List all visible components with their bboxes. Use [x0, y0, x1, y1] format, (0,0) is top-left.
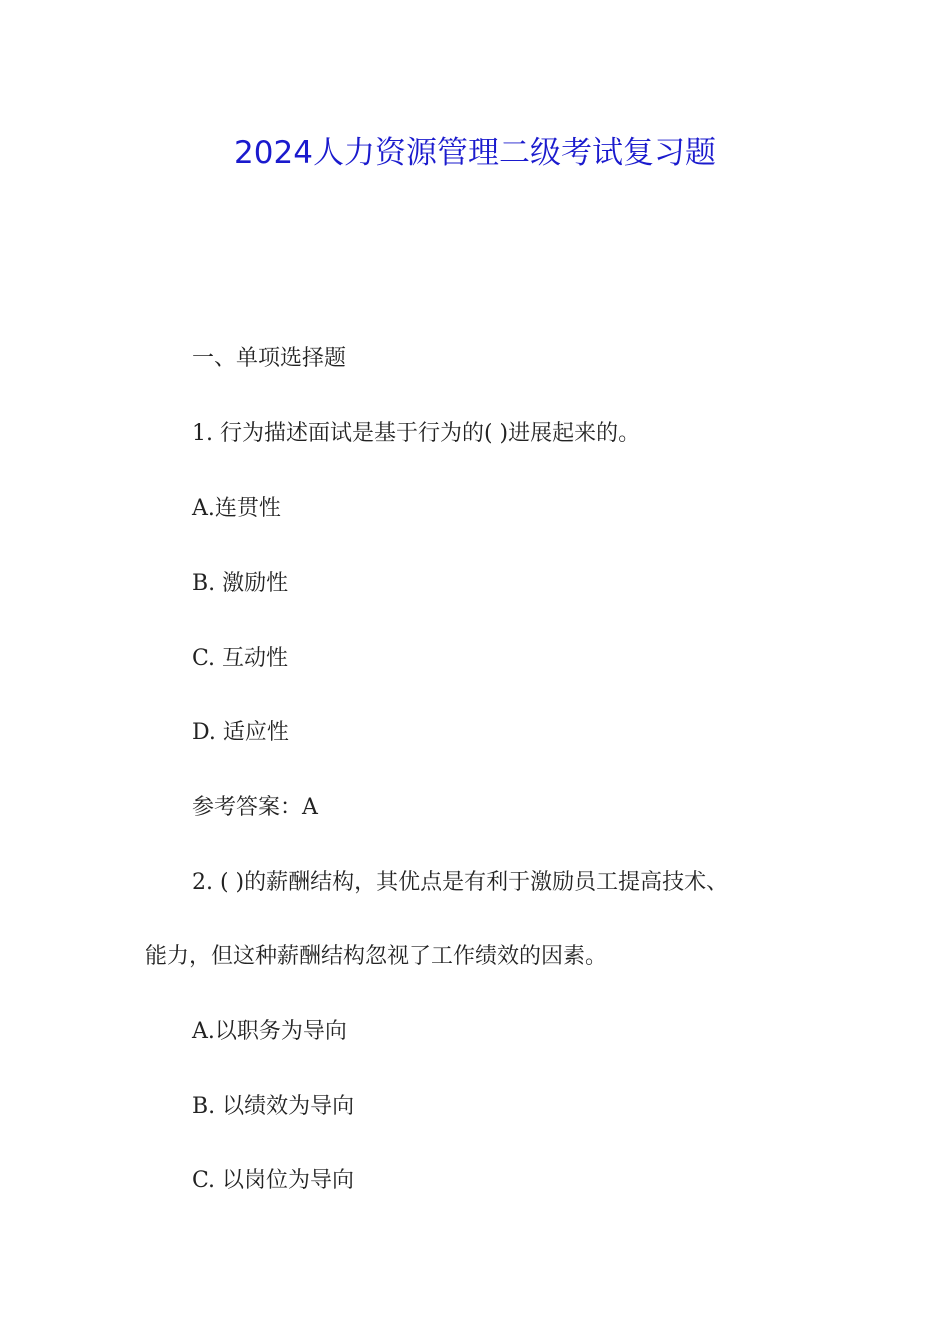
- question-2-option-b: B. 以绩效为导向: [192, 1094, 355, 1119]
- question-1-option-d: D. 适应性: [192, 720, 289, 745]
- document-title: 2024人力资源管理二级考试复习题: [234, 135, 716, 171]
- question-1-option-c: C. 互动性: [192, 646, 289, 671]
- question-2-option-c: C. 以岗位为导向: [192, 1168, 355, 1193]
- question-2-stem-line-1: 2. ( )的薪酬结构，其优点是有利于激励员工提高技术、: [192, 870, 729, 895]
- question-1-option-a: A.连贯性: [192, 496, 281, 521]
- question-1-stem: 1. 行为描述面试是基于行为的( )进展起来的。: [192, 421, 641, 446]
- question-1-answer: 参考答案：A: [192, 795, 318, 820]
- question-2-option-a: A.以职务为导向: [192, 1019, 347, 1044]
- question-2-stem-line-2: 能力，但这种薪酬结构忽视了工作绩效的因素。: [145, 944, 608, 969]
- question-1-option-b: B. 激励性: [192, 571, 289, 596]
- section-heading: 一、单项选择题: [192, 346, 347, 371]
